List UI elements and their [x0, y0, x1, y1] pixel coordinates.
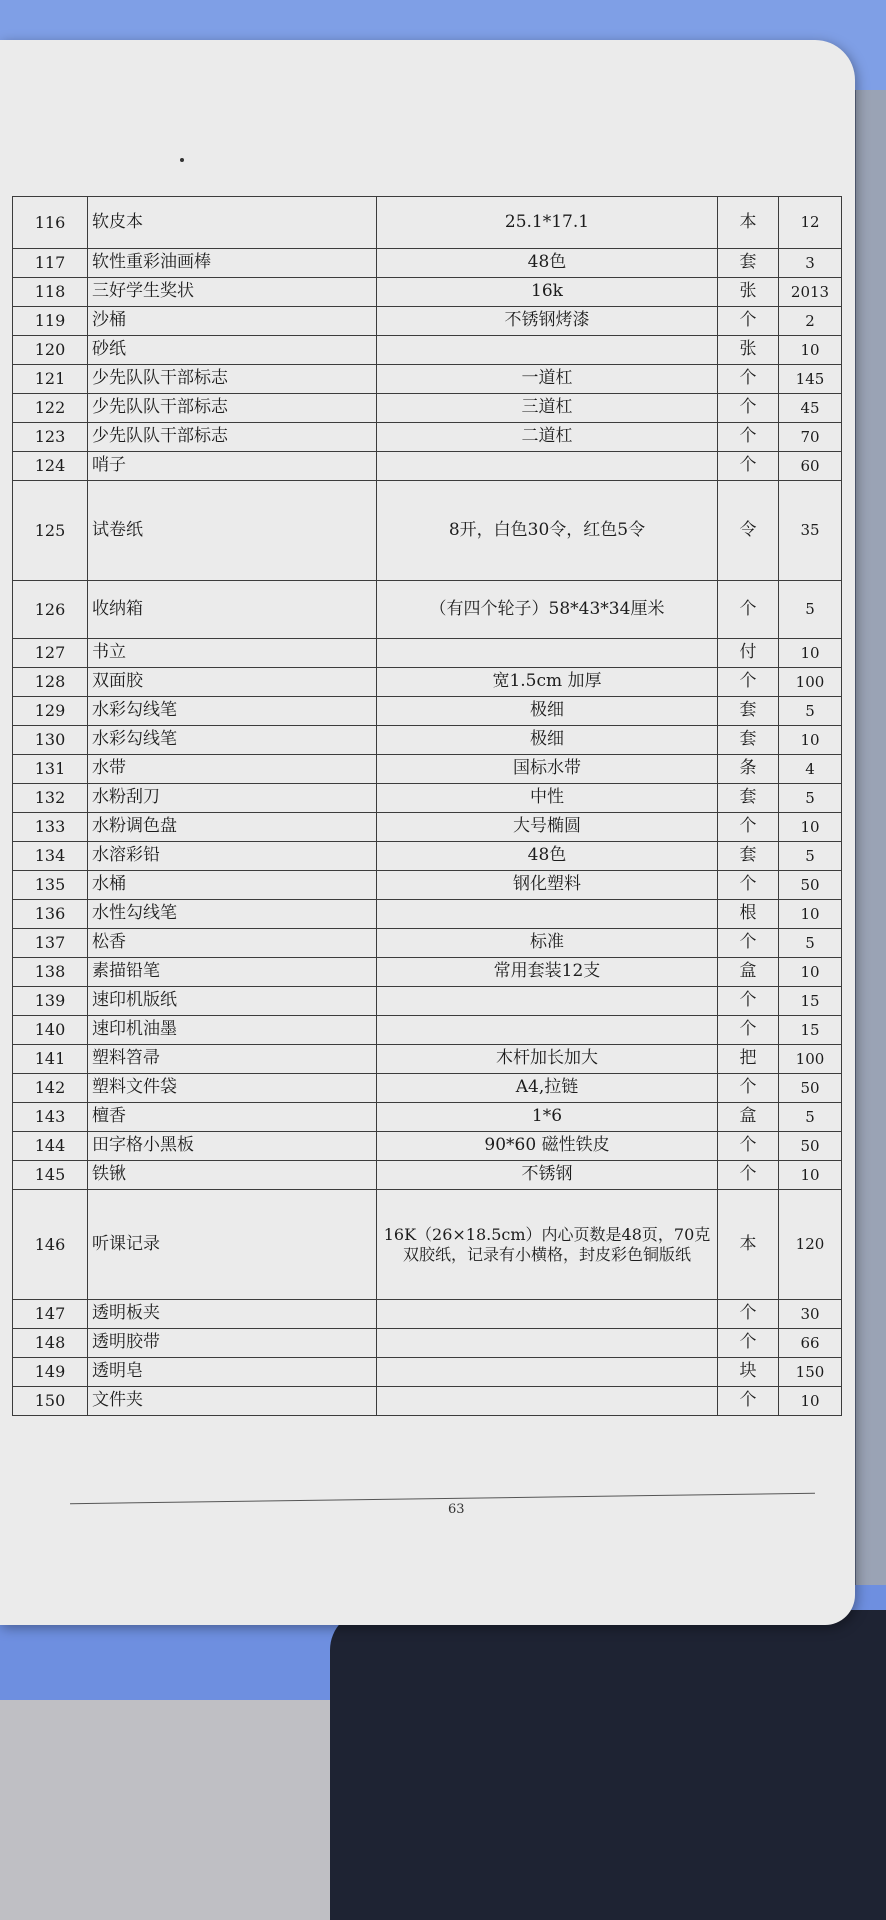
item-name: 三好学生奖状 — [88, 278, 377, 307]
item-quantity: 10 — [779, 1387, 842, 1416]
background-right-edge — [856, 90, 886, 1610]
table-row — [13, 842, 842, 871]
item-unit: 个 — [718, 1074, 779, 1103]
item-spec — [377, 1329, 718, 1358]
item-quantity: 150 — [779, 1358, 842, 1387]
item-spec — [377, 639, 718, 668]
item-name: 速印机油墨 — [88, 1016, 377, 1045]
item-number: 126 — [13, 581, 88, 639]
item-name: 素描铅笔 — [88, 958, 377, 987]
item-unit: 个 — [718, 365, 779, 394]
item-quantity: 35 — [779, 481, 842, 581]
item-number: 144 — [13, 1132, 88, 1161]
item-quantity: 5 — [779, 1103, 842, 1132]
item-number: 135 — [13, 871, 88, 900]
item-unit: 把 — [718, 1045, 779, 1074]
item-name: 少先队队干部标志 — [88, 365, 377, 394]
item-spec: 大号椭圆 — [377, 813, 718, 842]
item-quantity: 50 — [779, 1074, 842, 1103]
table-row — [13, 726, 842, 755]
item-number: 137 — [13, 929, 88, 958]
item-spec — [377, 1358, 718, 1387]
item-quantity: 100 — [779, 1045, 842, 1074]
table-row — [13, 900, 842, 929]
item-quantity: 10 — [779, 639, 842, 668]
item-unit: 本 — [718, 197, 779, 249]
item-spec — [377, 987, 718, 1016]
item-name: 水桶 — [88, 871, 377, 900]
item-quantity: 5 — [779, 581, 842, 639]
table-row — [13, 423, 842, 452]
item-spec: 8开，白色30令，红色5令 — [377, 481, 718, 581]
item-name: 檀香 — [88, 1103, 377, 1132]
item-unit: 套 — [718, 726, 779, 755]
item-number: 129 — [13, 697, 88, 726]
item-name: 少先队队干部标志 — [88, 423, 377, 452]
item-spec: A4,拉链 — [377, 1074, 718, 1103]
item-number: 124 — [13, 452, 88, 481]
item-unit: 块 — [718, 1358, 779, 1387]
item-name: 软皮本 — [88, 197, 377, 249]
item-name: 速印机版纸 — [88, 987, 377, 1016]
table-row — [13, 987, 842, 1016]
item-quantity: 30 — [779, 1300, 842, 1329]
item-number: 146 — [13, 1190, 88, 1300]
item-name: 铁锹 — [88, 1161, 377, 1190]
item-unit: 个 — [718, 1387, 779, 1416]
table-row — [13, 365, 842, 394]
item-quantity: 5 — [779, 784, 842, 813]
item-name: 收纳箱 — [88, 581, 377, 639]
item-number: 138 — [13, 958, 88, 987]
item-spec: 不锈钢烤漆 — [377, 307, 718, 336]
item-unit: 个 — [718, 452, 779, 481]
item-unit: 个 — [718, 871, 779, 900]
item-unit: 盒 — [718, 1103, 779, 1132]
item-quantity: 10 — [779, 1161, 842, 1190]
item-quantity: 10 — [779, 900, 842, 929]
item-quantity: 10 — [779, 726, 842, 755]
item-spec: 极细 — [377, 697, 718, 726]
item-number: 149 — [13, 1358, 88, 1387]
item-quantity: 66 — [779, 1329, 842, 1358]
item-number: 127 — [13, 639, 88, 668]
item-name: 水彩勾线笔 — [88, 697, 377, 726]
item-unit: 付 — [718, 639, 779, 668]
item-spec: 二道杠 — [377, 423, 718, 452]
item-name: 哨子 — [88, 452, 377, 481]
item-number: 120 — [13, 336, 88, 365]
item-spec: 16k — [377, 278, 718, 307]
item-unit: 套 — [718, 697, 779, 726]
item-number: 134 — [13, 842, 88, 871]
item-name: 田字格小黑板 — [88, 1132, 377, 1161]
item-spec: 三道杠 — [377, 394, 718, 423]
background-dark-object — [330, 1610, 886, 1920]
item-name: 松香 — [88, 929, 377, 958]
item-unit: 个 — [718, 929, 779, 958]
table-row — [13, 336, 842, 365]
item-quantity: 3 — [779, 249, 842, 278]
item-number: 125 — [13, 481, 88, 581]
item-spec — [377, 1016, 718, 1045]
item-unit: 条 — [718, 755, 779, 784]
item-quantity: 120 — [779, 1190, 842, 1300]
item-quantity: 12 — [779, 197, 842, 249]
item-name: 双面胶 — [88, 668, 377, 697]
item-number: 148 — [13, 1329, 88, 1358]
item-unit: 个 — [718, 423, 779, 452]
table-row — [13, 639, 842, 668]
item-number: 147 — [13, 1300, 88, 1329]
inventory-table-body — [13, 197, 842, 1416]
table-row — [13, 394, 842, 423]
item-number: 122 — [13, 394, 88, 423]
item-number: 143 — [13, 1103, 88, 1132]
table-row — [13, 278, 842, 307]
item-name: 砂纸 — [88, 336, 377, 365]
item-spec: （有四个轮子）58*43*34厘米 — [377, 581, 718, 639]
table-row — [13, 481, 842, 581]
item-spec: 不锈钢 — [377, 1161, 718, 1190]
item-spec — [377, 1387, 718, 1416]
table-row — [13, 452, 842, 481]
item-name: 水溶彩铅 — [88, 842, 377, 871]
item-number: 121 — [13, 365, 88, 394]
item-quantity: 10 — [779, 813, 842, 842]
item-number: 128 — [13, 668, 88, 697]
item-number: 119 — [13, 307, 88, 336]
item-unit: 张 — [718, 336, 779, 365]
item-name: 水彩勾线笔 — [88, 726, 377, 755]
item-quantity: 5 — [779, 929, 842, 958]
item-name: 透明板夹 — [88, 1300, 377, 1329]
item-unit: 根 — [718, 900, 779, 929]
item-spec: 48色 — [377, 249, 718, 278]
table-row — [13, 1329, 842, 1358]
table-row — [13, 1074, 842, 1103]
item-number: 150 — [13, 1387, 88, 1416]
item-unit: 盒 — [718, 958, 779, 987]
item-number: 142 — [13, 1074, 88, 1103]
item-spec: 25.1*17.1 — [377, 197, 718, 249]
item-unit: 套 — [718, 249, 779, 278]
item-name: 水带 — [88, 755, 377, 784]
table-row — [13, 813, 842, 842]
item-unit: 张 — [718, 278, 779, 307]
item-quantity: 5 — [779, 697, 842, 726]
item-spec: 宽1.5cm 加厚 — [377, 668, 718, 697]
item-spec: 钢化塑料 — [377, 871, 718, 900]
item-unit: 个 — [718, 1329, 779, 1358]
item-unit: 个 — [718, 581, 779, 639]
item-quantity: 2013 — [779, 278, 842, 307]
item-number: 145 — [13, 1161, 88, 1190]
item-name: 听课记录 — [88, 1190, 377, 1300]
item-quantity: 145 — [779, 365, 842, 394]
item-quantity: 2 — [779, 307, 842, 336]
item-unit: 个 — [718, 1132, 779, 1161]
item-quantity: 70 — [779, 423, 842, 452]
item-unit: 个 — [718, 813, 779, 842]
item-spec — [377, 900, 718, 929]
item-spec: 16K（26×18.5cm）内心页数是48页，70克双胶纸，记录有小横格，封皮彩色铜版纸 — [377, 1190, 718, 1300]
table-row — [13, 1190, 842, 1300]
item-quantity: 45 — [779, 394, 842, 423]
item-spec: 一道杠 — [377, 365, 718, 394]
item-name: 塑料笤帚 — [88, 1045, 377, 1074]
table-row — [13, 1387, 842, 1416]
item-number: 118 — [13, 278, 88, 307]
table-row — [13, 197, 842, 249]
item-spec: 90*60 磁性铁皮 — [377, 1132, 718, 1161]
item-number: 117 — [13, 249, 88, 278]
item-number: 141 — [13, 1045, 88, 1074]
item-number: 130 — [13, 726, 88, 755]
item-number: 116 — [13, 197, 88, 249]
table-row — [13, 581, 842, 639]
table-row — [13, 249, 842, 278]
item-unit: 个 — [718, 307, 779, 336]
page-speck — [180, 158, 184, 162]
item-spec — [377, 336, 718, 365]
item-quantity: 100 — [779, 668, 842, 697]
item-quantity: 15 — [779, 987, 842, 1016]
table-row — [13, 784, 842, 813]
table-row — [13, 1016, 842, 1045]
item-name: 透明皂 — [88, 1358, 377, 1387]
item-unit: 个 — [718, 1016, 779, 1045]
item-unit: 个 — [718, 394, 779, 423]
item-spec: 48色 — [377, 842, 718, 871]
item-spec: 极细 — [377, 726, 718, 755]
item-quantity: 5 — [779, 842, 842, 871]
item-number: 132 — [13, 784, 88, 813]
item-name: 塑料文件袋 — [88, 1074, 377, 1103]
item-name: 透明胶带 — [88, 1329, 377, 1358]
item-unit: 套 — [718, 842, 779, 871]
table-row — [13, 307, 842, 336]
item-quantity: 60 — [779, 452, 842, 481]
item-number: 139 — [13, 987, 88, 1016]
item-quantity: 10 — [779, 336, 842, 365]
item-number: 131 — [13, 755, 88, 784]
item-quantity: 15 — [779, 1016, 842, 1045]
item-name: 试卷纸 — [88, 481, 377, 581]
table-row — [13, 1103, 842, 1132]
item-quantity: 10 — [779, 958, 842, 987]
table-row — [13, 1132, 842, 1161]
item-number: 133 — [13, 813, 88, 842]
item-unit: 个 — [718, 668, 779, 697]
inventory-table — [12, 196, 842, 1416]
table-row — [13, 755, 842, 784]
item-number: 136 — [13, 900, 88, 929]
item-name: 水性勾线笔 — [88, 900, 377, 929]
table-row — [13, 871, 842, 900]
table-row — [13, 929, 842, 958]
item-spec — [377, 452, 718, 481]
item-unit: 本 — [718, 1190, 779, 1300]
item-spec: 标准 — [377, 929, 718, 958]
item-spec — [377, 1300, 718, 1329]
item-quantity: 4 — [779, 755, 842, 784]
page-number: 63 — [448, 1502, 465, 1517]
table-row — [13, 1300, 842, 1329]
table-row — [13, 668, 842, 697]
item-name: 文件夹 — [88, 1387, 377, 1416]
item-quantity: 50 — [779, 871, 842, 900]
item-number: 123 — [13, 423, 88, 452]
item-spec: 中性 — [377, 784, 718, 813]
item-unit: 个 — [718, 1300, 779, 1329]
table-row — [13, 697, 842, 726]
item-spec: 国标水带 — [377, 755, 718, 784]
item-name: 少先队队干部标志 — [88, 394, 377, 423]
item-name: 水粉刮刀 — [88, 784, 377, 813]
item-number: 140 — [13, 1016, 88, 1045]
item-spec: 木杆加长加大 — [377, 1045, 718, 1074]
item-unit: 套 — [718, 784, 779, 813]
item-name: 软性重彩油画棒 — [88, 249, 377, 278]
item-name: 书立 — [88, 639, 377, 668]
item-spec: 1*6 — [377, 1103, 718, 1132]
item-quantity: 50 — [779, 1132, 842, 1161]
table-row — [13, 958, 842, 987]
item-unit: 个 — [718, 1161, 779, 1190]
item-unit: 令 — [718, 481, 779, 581]
item-name: 沙桶 — [88, 307, 377, 336]
item-name: 水粉调色盘 — [88, 813, 377, 842]
table-row — [13, 1045, 842, 1074]
item-unit: 个 — [718, 987, 779, 1016]
item-spec: 常用套装12支 — [377, 958, 718, 987]
table-row — [13, 1358, 842, 1387]
table-row — [13, 1161, 842, 1190]
